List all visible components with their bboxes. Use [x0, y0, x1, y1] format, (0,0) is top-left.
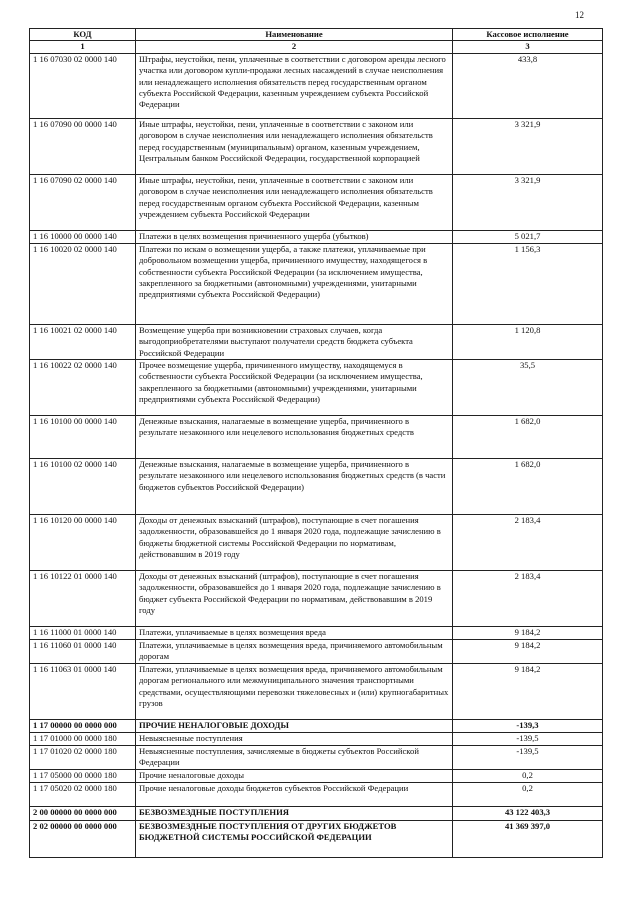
row-name: Прочие неналоговые доходы [136, 770, 453, 783]
row-code: 1 16 07030 02 0000 140 [30, 53, 136, 118]
table-row [30, 515, 603, 571]
row-code: 1 16 11000 01 0000 140 [30, 627, 136, 640]
row-amount: 9 184,2 [453, 640, 603, 664]
row-code: 1 16 10122 01 0000 140 [30, 571, 136, 627]
row-code: 1 16 10021 02 0000 140 [30, 324, 136, 359]
row-name: БЕЗВОЗМЕЗДНЫЕ ПОСТУПЛЕНИЯ ОТ ДРУГИХ БЮДЖЕТОВ БЮДЖЕТНОЙ СИСТЕМЫ РОССИЙСКОЙ ФЕДЕРАЦИИ [136, 821, 453, 858]
table-row [30, 627, 603, 640]
table-row [30, 664, 603, 720]
row-amount: 1 156,3 [453, 243, 603, 324]
row-amount: 35,5 [453, 360, 603, 416]
row-name: Доходы от денежных взысканий (штрафов), поступающие в счет погашения задолженности, образовавшейся до 1 января 2020 года, подлежащие зачислению в бюджет субъекта Российской Федерации по нормативам, действовавшим в 2019 году [136, 571, 453, 627]
row-amount: 1 682,0 [453, 459, 603, 515]
table-row [30, 640, 603, 664]
row-amount: 0,2 [453, 783, 603, 807]
column-number-row [30, 41, 603, 53]
row-name: Возмещение ущерба при возникновении страховых случаев, когда выгодоприобретателями выступают получатели средств бюджета субъекта Российской Федерации [136, 324, 453, 359]
row-name: Иные штрафы, неустойки, пени, уплаченные в соответствии с законом или договором в случае неисполнения или ненадлежащего исполнения обязательств перед государственным (муниципальным) органом, казенным учреждением, Центральным банком Российской Федерации, государственной корпорацией [136, 118, 453, 174]
table-body [30, 53, 603, 857]
header-code: КОД [30, 29, 136, 41]
row-code: 1 16 10100 02 0000 140 [30, 459, 136, 515]
row-code: 1 16 10120 00 0000 140 [30, 515, 136, 571]
row-name: Денежные взыскания, налагаемые в возмещение ущерба, причиненного в результате незаконного или нецелевого использования бюджетных средств [136, 416, 453, 459]
table-row [30, 821, 603, 858]
header-name: Наименование [136, 29, 453, 41]
row-name: Иные штрафы, неустойки, пени, уплаченные в соответствии с законом или договором в случае неисполнения или ненадлежащего исполнения обязательств перед государственным органом субъекта Российской Федерации, казенным учреждением субъекта Российской Федерации [136, 174, 453, 230]
row-name: Невыясненные поступления, зачисляемые в бюджеты субъектов Российской Федерации [136, 746, 453, 770]
row-name: Платежи, уплачиваемые в целях возмещения вреда, причиняемого автомобильным дорогам [136, 640, 453, 664]
row-name: БЕЗВОЗМЕЗДНЫЕ ПОСТУПЛЕНИЯ [136, 807, 453, 821]
row-code: 1 16 11060 01 0000 140 [30, 640, 136, 664]
row-amount: 1 682,0 [453, 416, 603, 459]
row-code: 2 00 00000 00 0000 000 [30, 807, 136, 821]
row-name: Платежи в целях возмещения причиненного ущерба (убытков) [136, 230, 453, 243]
row-code: 1 17 05020 02 0000 180 [30, 783, 136, 807]
row-name: Штрафы, неустойки, пени, уплаченные в соответствии с договором аренды лесного участка или договором купли-продажи лесных насаждений в случае неисполнения или ненадлежащего исполнения обязательств перед государственным органом субъекта Российской Федерации, казенным учреждением субъекта Российской Федерации [136, 53, 453, 118]
row-code: 2 02 00000 00 0000 000 [30, 821, 136, 858]
row-code: 1 16 10100 00 0000 140 [30, 416, 136, 459]
row-code: 1 16 10022 02 0000 140 [30, 360, 136, 416]
row-amount: -139,3 [453, 720, 603, 733]
row-name: Прочие неналоговые доходы бюджетов субъектов Российской Федерации [136, 783, 453, 807]
row-name: Денежные взыскания, налагаемые в возмещение ущерба, причиненного в результате незаконного или нецелевого использования бюджетных средств (в части бюджетов субъектов Российской Федерации) [136, 459, 453, 515]
row-amount: 3 321,9 [453, 118, 603, 174]
row-code: 1 17 01020 02 0000 180 [30, 746, 136, 770]
table-row [30, 174, 603, 230]
table-row [30, 746, 603, 770]
row-code: 1 16 07090 02 0000 140 [30, 174, 136, 230]
row-code: 1 17 05000 00 0000 180 [30, 770, 136, 783]
table-row [30, 360, 603, 416]
row-code: 1 16 07090 00 0000 140 [30, 118, 136, 174]
row-name: Платежи, уплачиваемые в целях возмещения вреда, причиняемого автомобильным дорогам регионального или межмуниципального значения транспортными средствами, осуществляющими перевозки тяжеловесных и (или) крупногабаритных грузов [136, 664, 453, 720]
row-amount: -139,5 [453, 746, 603, 770]
row-code: 1 16 10020 02 0000 140 [30, 243, 136, 324]
row-code: 1 17 01000 00 0000 180 [30, 733, 136, 746]
column-number-3: 3 [453, 41, 603, 53]
revenue-table [29, 28, 603, 858]
row-amount: 41 369 397,0 [453, 821, 603, 858]
row-amount: 3 321,9 [453, 174, 603, 230]
row-amount: 2 183,4 [453, 515, 603, 571]
table-row [30, 243, 603, 324]
table-row [30, 230, 603, 243]
page-number: 12 [575, 10, 584, 20]
column-number-1: 1 [30, 41, 136, 53]
row-name: Доходы от денежных взысканий (штрафов), поступающие в счет погашения задолженности, образовавшейся до 1 января 2020 года, подлежащие зачислению в бюджеты бюджетной системы Российской Федерации по нормативам, действовавшим в 2019 году [136, 515, 453, 571]
table-row [30, 733, 603, 746]
row-code: 1 16 10000 00 0000 140 [30, 230, 136, 243]
column-number-2: 2 [136, 41, 453, 53]
row-amount: 0,2 [453, 770, 603, 783]
table-row [30, 118, 603, 174]
table-row [30, 53, 603, 118]
table-row [30, 324, 603, 359]
row-amount: 2 183,4 [453, 571, 603, 627]
table-row [30, 807, 603, 821]
table-row [30, 783, 603, 807]
table-header-row [30, 29, 603, 41]
row-amount: 5 021,7 [453, 230, 603, 243]
row-amount: 9 184,2 [453, 627, 603, 640]
row-code: 1 16 11063 01 0000 140 [30, 664, 136, 720]
row-name: Невыясненные поступления [136, 733, 453, 746]
row-amount: 1 120,8 [453, 324, 603, 359]
table-row [30, 571, 603, 627]
table-row [30, 459, 603, 515]
row-amount: 43 122 403,3 [453, 807, 603, 821]
row-code: 1 17 00000 00 0000 000 [30, 720, 136, 733]
table-row [30, 720, 603, 733]
table-row [30, 416, 603, 459]
header-amount: Кассовое исполнение [453, 29, 603, 41]
row-name: Прочее возмещение ущерба, причиненного имуществу, находящемуся в собственности субъекта Российской Федерации (за исключением имущества, закрепленного за бюджетными (автономными) учреждениями, унитарными предприятиями субъекта Российской Федерации) [136, 360, 453, 416]
table-row [30, 770, 603, 783]
row-name: ПРОЧИЕ НЕНАЛОГОВЫЕ ДОХОДЫ [136, 720, 453, 733]
row-name: Платежи, уплачиваемые в целях возмещения вреда [136, 627, 453, 640]
row-amount: 433,8 [453, 53, 603, 118]
row-amount: -139,5 [453, 733, 603, 746]
row-name: Платежи по искам о возмещении ущерба, а также платежи, уплачиваемые при добровольном возмещении ущерба, причиненного имуществу, находящегося в собственности субъекта Российской Федерации (за исключением имущества, закрепленного за бюджетными (автономными) учреждениями, унитарными предприятиями субъекта Российской Федерации) [136, 243, 453, 324]
row-amount: 9 184,2 [453, 664, 603, 720]
